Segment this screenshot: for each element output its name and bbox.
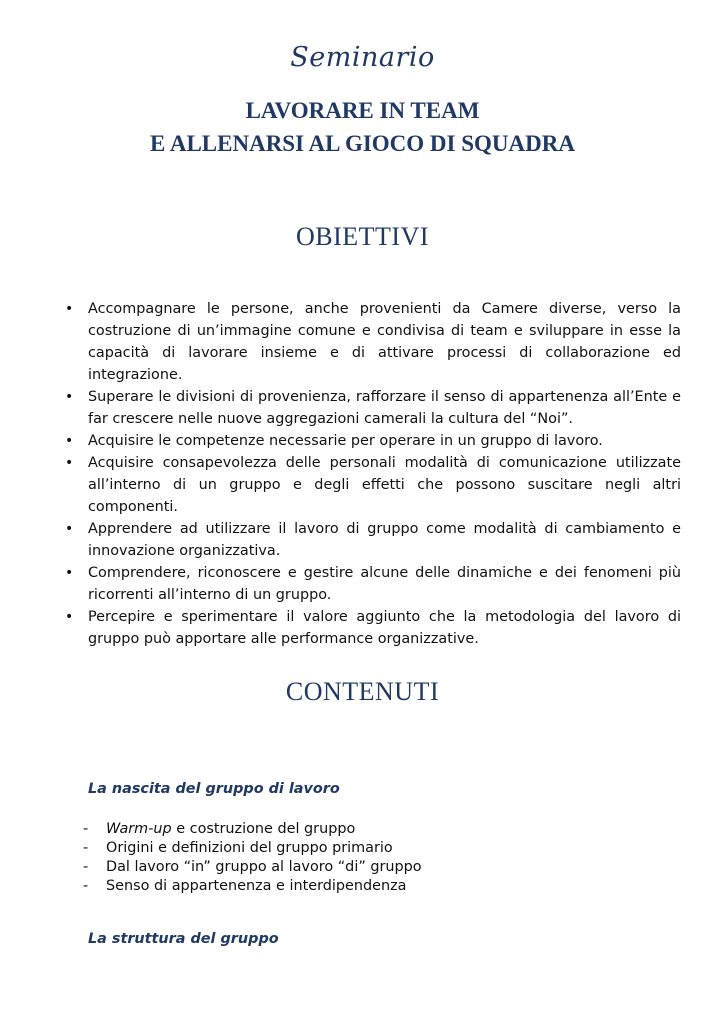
bullet-icon: • — [65, 565, 74, 581]
list-item-text: Origini e definizioni del gruppo primario — [106, 840, 393, 856]
objective-item — [63, 518, 681, 562]
objective-text: Superare le divisioni di provenienza, rafforzare il senso di appartenenza all’Ente e far crescere nelle nuove aggregazioni camerali la cultura del “Noi”. — [88, 389, 681, 427]
dash-icon: - — [83, 878, 89, 894]
bullet-icon: • — [65, 521, 74, 537]
contents-section-list — [83, 820, 422, 896]
title-line-1: LAVORARE IN TEAM — [245, 98, 480, 123]
seminar-label: Seminario — [290, 42, 435, 73]
contents-section-title: La nascita del gruppo di lavoro — [88, 781, 340, 797]
dash-icon: - — [83, 840, 89, 856]
bullet-icon: • — [65, 301, 74, 317]
objective-text: Acquisire le competenze necessarie per operare in un gruppo di lavoro. — [88, 433, 603, 449]
list-item — [83, 877, 422, 896]
bullet-icon: • — [65, 609, 74, 625]
objective-item — [63, 298, 681, 386]
list-item-text: e costruzione del gruppo — [171, 821, 356, 837]
list-item-text: Dal lavoro “in” gruppo al lavoro “di” gruppo — [106, 859, 422, 875]
objective-item — [63, 430, 681, 452]
objectives-heading: OBIETTIVI — [295, 222, 429, 251]
objective-text: Comprendere, riconoscere e gestire alcune delle dinamiche e dei fenomeni più ricorrenti all’interno di un gruppo. — [88, 565, 681, 603]
objective-text: Acquisire consapevolezza delle personali modalità di comunicazione utilizzate all’interno di un gruppo e degli effetti che possono suscitare negli altri componenti. — [88, 455, 681, 515]
title-line-2: E ALLENARSI AL GIOCO DI SQUADRA — [150, 131, 575, 156]
document-title — [0, 94, 725, 160]
list-item-text: Senso di appartenenza e interdipendenza — [106, 878, 407, 894]
dash-icon: - — [83, 859, 89, 875]
bullet-icon: • — [65, 433, 74, 449]
list-item-italic: Warm-up — [106, 821, 172, 837]
objective-text: Percepire e sperimentare il valore aggiunto che la metodologia del lavoro di gruppo può apportare alle performance organizzative. — [88, 609, 681, 647]
list-item — [83, 858, 422, 877]
objective-item — [63, 386, 681, 430]
list-item — [83, 839, 422, 858]
contents-heading: CONTENUTI — [285, 677, 440, 706]
objectives-list — [63, 298, 681, 650]
bullet-icon: • — [65, 389, 74, 405]
objective-item — [63, 562, 681, 606]
objective-text: Accompagnare le persone, anche provenienti da Camere diverse, verso la costruzione di un’immagine comune e condivisa di team e sviluppare in esse la capacità di lavorare insieme e di attivare processi di collaborazione ed integrazione. — [88, 301, 681, 383]
objective-text: Apprendere ad utilizzare il lavoro di gruppo come modalità di cambiamento e innovazione organizzativa. — [88, 521, 681, 559]
contents-section-title: La struttura del gruppo — [88, 931, 279, 947]
list-item — [83, 820, 422, 839]
objective-item — [63, 606, 681, 650]
objective-item — [63, 452, 681, 518]
dash-icon: - — [83, 821, 89, 837]
bullet-icon: • — [65, 455, 74, 471]
